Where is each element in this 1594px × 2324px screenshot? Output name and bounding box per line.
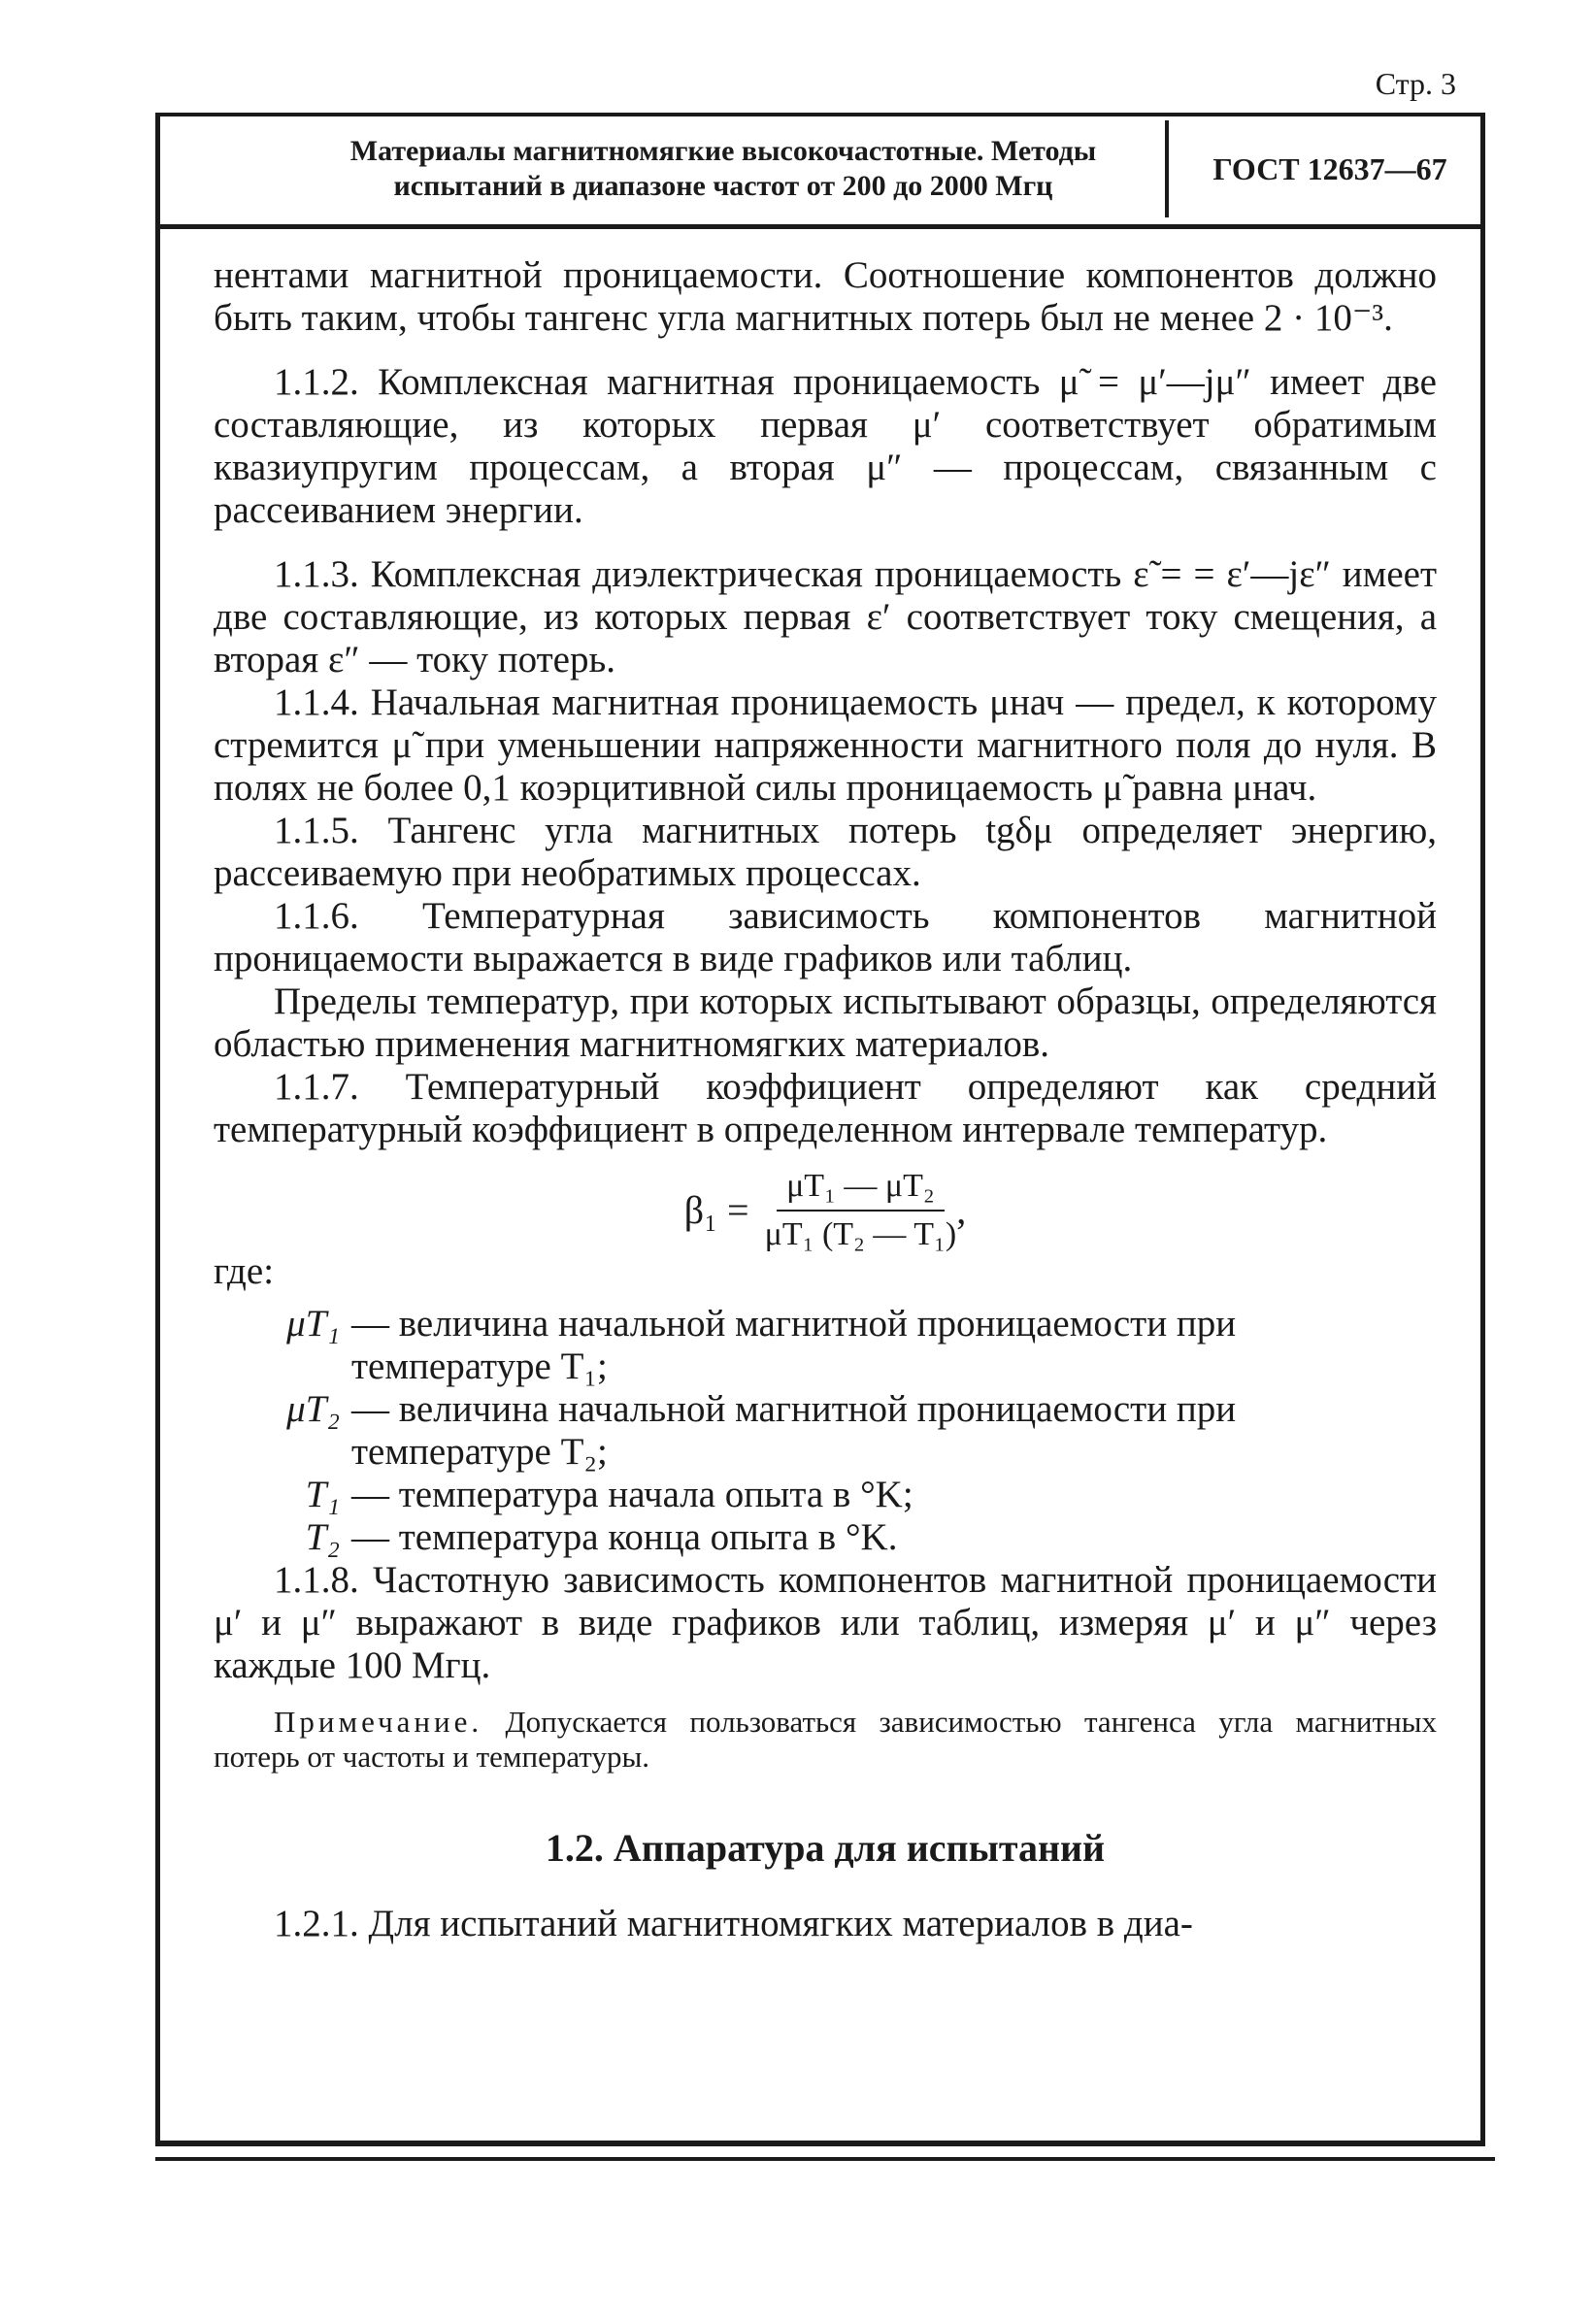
document-header [155, 113, 1485, 229]
definition-symbol: μT₁ [286, 1303, 340, 1345]
formula-lhs: β₁ = [683, 1188, 749, 1232]
formula-numerator: μT₁ — μT₂ [777, 1165, 945, 1212]
paragraph-continuation: нентами магнитной проницаемости. Соотношение компонентов должно быть таким, чтобы тангенс угла магнитных потерь был не менее 2 · 10⁻³. [214, 254, 1437, 339]
formula-suffix: , [956, 1188, 967, 1232]
definition-symbol: T₁ [305, 1474, 340, 1515]
section-heading: 1.2. Аппаратура для испытаний [545, 1826, 1106, 1870]
definition-item [214, 1474, 1437, 1516]
document-title [204, 134, 1243, 204]
paragraph-1-1-3: 1.1.3. Комплексная диэлектрическая проницаемость ε̃ = = ε′—jε″ имеет две составляющие, из которых первая ε′ соответствует току смещения, а вторая ε″ — току потерь. [214, 553, 1437, 681]
definition-text: — величина начальной магнитной проницаемости при температуре T₂; [351, 1388, 1237, 1473]
formula-fraction [765, 1165, 957, 1256]
paragraph-1-1-8: 1.1.8. Частотную зависимость компонентов магнитной проницаемости μ′ и μ″ выражают в виде графиков или таблиц, измеряя μ′ и μ″ через каждые 100 Мгц. [214, 1559, 1437, 1686]
paragraph-temperature-limits: Пределы температур, при которых испытывают образцы, определяются областью применения магнитномягких материалов. [214, 980, 1437, 1065]
paragraph-1-1-6: 1.1.6. Температурная зависимость компонентов магнитной проницаемости выражается в виде графиков или таблиц. [214, 895, 1437, 979]
formula-beta [214, 1165, 1437, 1256]
bottom-rule [155, 2157, 1495, 2161]
where-label: где: [214, 1250, 275, 1292]
definition-symbol: T₂ [305, 1516, 340, 1558]
definition-item [214, 1516, 1437, 1559]
note-label: Примечание. [274, 1705, 483, 1739]
note-text: Допускается пользоваться зависимостью тангенса угла магнитных потерь от частоты и температуры. [214, 1705, 1437, 1774]
page-number: Стр. 3 [1375, 66, 1456, 101]
paragraph-1-1-2: 1.1.2. Комплексная магнитная проницаемость μ̃ = μ′—jμ″ имеет две составляющие, из которых первая μ′ соответствует обратимым квазиупругим процессам, а вторая μ″ — процессам, связанным с рассеиванием энергии. [214, 361, 1437, 531]
paragraph-1-2-1: 1.2.1. Для испытаний магнитномягких материалов в диа- [274, 1903, 1193, 1944]
title-line-2: испытаний в диапазоне частот от 200 до 2000 Мгц [393, 170, 1053, 202]
paragraph-1-1-4: 1.1.4. Начальная магнитная проницаемость μнач — предел, к которому стремится μ̃ при уменьшении напряженности магнитного поля до нуля. В полях не более 0,1 коэрцитивной силы проницаемость μ̃ равна μнач. [214, 681, 1437, 809]
definition-item [214, 1388, 1437, 1474]
paragraph-1-1-7: 1.1.7. Температурный коэффициент определяют как средний температурный коэффициент в определенном интервале температур. [214, 1066, 1437, 1150]
title-line-1: Материалы магнитномягкие высокочастотные. Методы [349, 135, 1097, 167]
paragraph-1-1-5: 1.1.5. Тангенс угла магнитных потерь tgδμ определяет энергию, рассеиваемую при необратимых процессах. [214, 810, 1437, 894]
formula-denominator: μT₁ (T₂ — T₁) [764, 1216, 957, 1252]
standard-code: ГОСТ 12637—67 [1212, 151, 1447, 186]
definition-symbol: μT₂ [286, 1388, 340, 1430]
definition-text: — температура начала опыта в °K; [351, 1474, 913, 1515]
definition-text: — температура конца опыта в °K. [351, 1516, 898, 1558]
note [214, 1705, 1437, 1775]
document-body [214, 254, 1437, 1945]
definition-list [214, 1303, 1437, 1559]
definition-text: — величина начальной магнитной проницаемости при температуре T₁; [351, 1303, 1237, 1387]
header-divider [1165, 120, 1169, 217]
definition-item [214, 1303, 1437, 1388]
